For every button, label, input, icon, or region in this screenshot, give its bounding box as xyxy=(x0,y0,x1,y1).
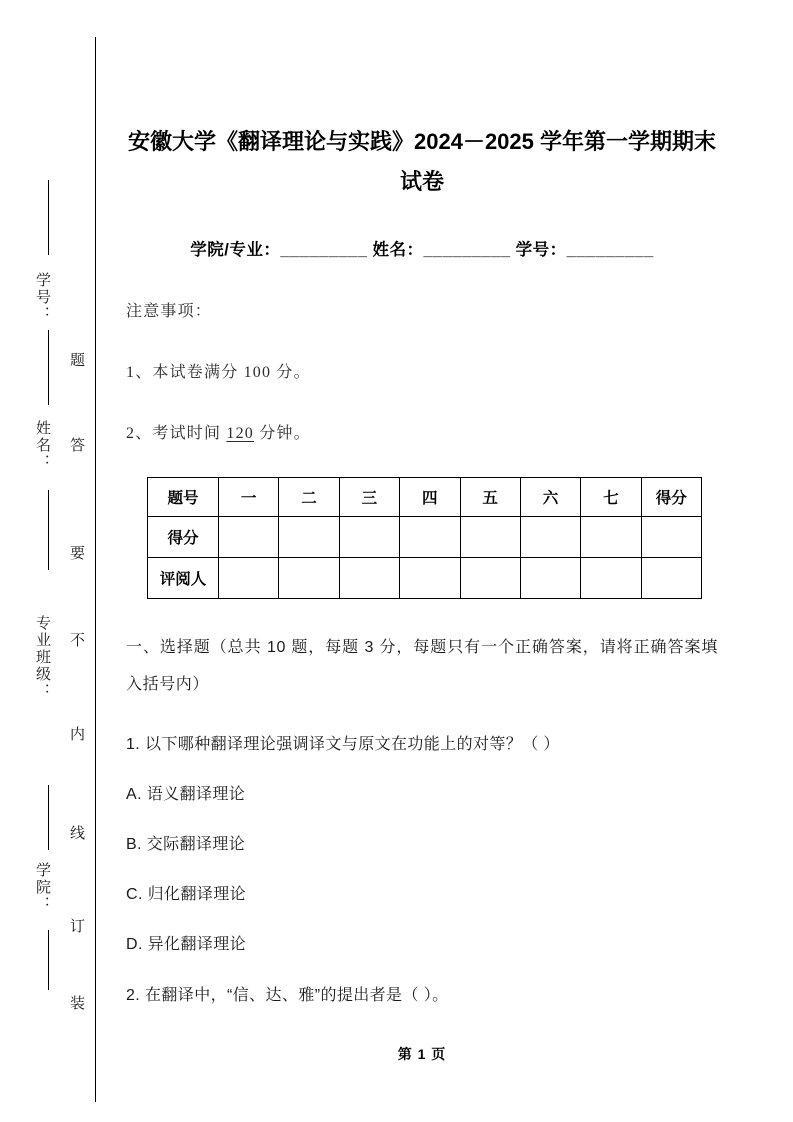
margin-char-bu: 不 xyxy=(68,632,84,649)
table-row xyxy=(148,558,702,599)
table-cell[interactable] xyxy=(339,517,399,558)
notice-item-total-score xyxy=(126,359,718,382)
table-cell[interactable] xyxy=(219,517,279,558)
binding-outer-rule-segment xyxy=(48,930,49,990)
table-row-label-score: 得分 xyxy=(148,517,219,558)
margin-char-ding: 订 xyxy=(68,918,84,935)
margin-label-name: 姓名： xyxy=(34,420,50,471)
table-cell[interactable] xyxy=(400,517,460,558)
score-table xyxy=(147,477,702,599)
margin-char-yao: 要 xyxy=(68,545,84,562)
table-cell[interactable] xyxy=(581,517,641,558)
table-cell[interactable] xyxy=(641,558,701,599)
margin-char-zhuang: 装 xyxy=(68,995,84,1012)
table-cell[interactable] xyxy=(520,517,580,558)
question-stem-2: 2. 在翻译中，“信、达、雅”的提出者是（ ）。 xyxy=(126,987,449,1004)
table-header-cell: 一 xyxy=(219,478,279,517)
page-title: 安徽大学《翻译理论与实践》2024－2025 学年第一学期期末试卷 xyxy=(128,129,716,194)
binding-outer-rule-segment xyxy=(48,330,49,405)
table-cell[interactable] xyxy=(279,517,339,558)
notice-heading: 注意事项： xyxy=(126,303,213,320)
margin-char-xian: 线 xyxy=(68,825,84,842)
notice-item-text: 1、本试卷满分 100 分。 xyxy=(126,364,311,381)
binding-margin xyxy=(0,0,110,1122)
question-stem-1: 1. 以下哪种翻译理论强调译文与原文在功能上的对等？（ ） xyxy=(126,736,560,753)
table-header-cell: 四 xyxy=(400,478,460,517)
margin-char-da: 答 xyxy=(68,437,84,454)
binding-outer-rule-segment xyxy=(48,490,49,570)
exam-content xyxy=(126,0,718,1005)
notice-item-text: 2、考试时间 xyxy=(126,425,227,442)
table-cell[interactable] xyxy=(641,517,701,558)
table-cell[interactable] xyxy=(279,558,339,599)
margin-char-nei: 内 xyxy=(68,726,84,743)
margin-char-ti: 题 xyxy=(68,352,84,369)
binding-outer-rule-segment xyxy=(48,180,49,255)
binding-vertical-rule xyxy=(95,37,96,1102)
score-table-container xyxy=(147,477,718,599)
table-row xyxy=(148,517,702,558)
question-1-option-d[interactable]: D. 异化翻译理论 xyxy=(126,936,247,953)
table-header-cell: 得分 xyxy=(641,478,701,517)
table-cell[interactable] xyxy=(219,558,279,599)
table-header-cell: 五 xyxy=(460,478,520,517)
table-header-cell: 二 xyxy=(279,478,339,517)
table-header-cell: 七 xyxy=(581,478,641,517)
margin-label-student-id: 学号： xyxy=(34,272,50,323)
table-cell[interactable] xyxy=(460,517,520,558)
table-cell[interactable] xyxy=(520,558,580,599)
table-cell[interactable] xyxy=(400,558,460,599)
question-1-option-a[interactable]: A. 语义翻译理论 xyxy=(126,786,246,803)
margin-label-college: 学院： xyxy=(34,862,50,913)
question-1-option-b[interactable]: B. 交际翻译理论 xyxy=(126,836,246,853)
section-heading-1: 一、选择题（总共 10 题，每题 3 分，每题只有一个正确答案，请将正确答案填入括号内） xyxy=(126,639,718,693)
binding-outer-rule-segment xyxy=(48,785,49,850)
student-info-line: 学院/专业：_________ 姓名：_________ 学号：_________ xyxy=(190,241,654,259)
notice-item-text-suffix: 分钟。 xyxy=(254,425,311,442)
table-row-label-reviewer: 评阅人 xyxy=(148,558,219,599)
margin-label-major-class: 专业班级： xyxy=(34,615,50,700)
table-header-cell: 六 xyxy=(520,478,580,517)
table-row xyxy=(148,478,702,517)
table-cell[interactable] xyxy=(460,558,520,599)
page-footer: 第 1 页 xyxy=(397,1046,447,1062)
question-1-option-c[interactable]: C. 归化翻译理论 xyxy=(126,886,247,903)
exam-duration-value: 120 xyxy=(226,425,255,442)
table-cell[interactable] xyxy=(339,558,399,599)
table-cell[interactable] xyxy=(581,558,641,599)
table-header-cell: 三 xyxy=(339,478,399,517)
notice-item-duration xyxy=(126,420,718,443)
table-header-cell: 题号 xyxy=(148,478,219,517)
